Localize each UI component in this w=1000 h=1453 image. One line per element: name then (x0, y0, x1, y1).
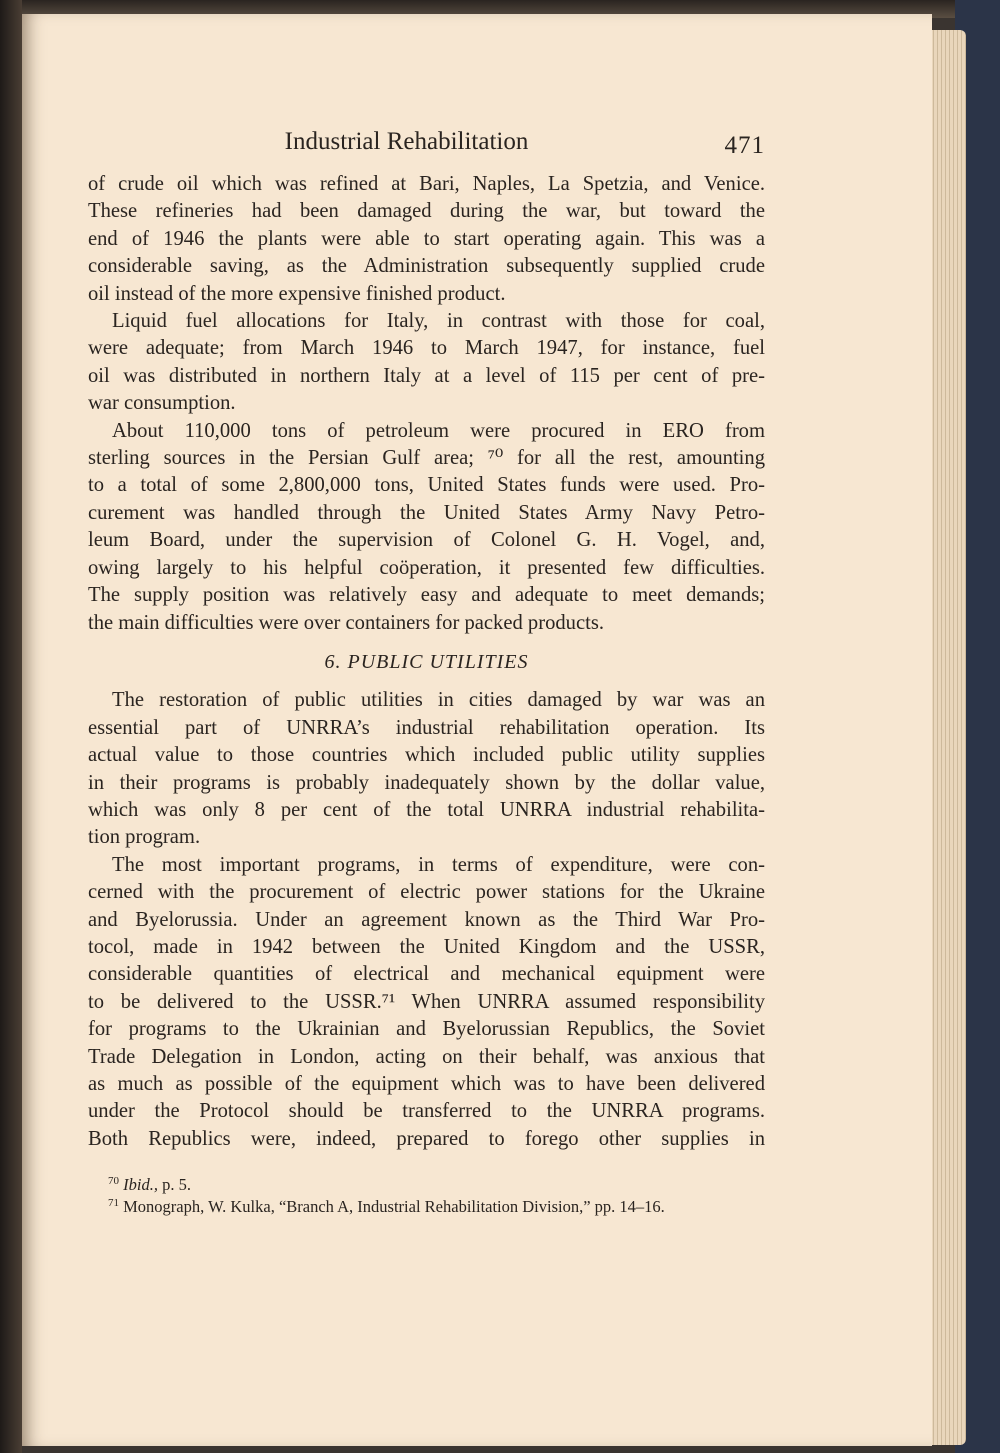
text-line: and Byelorussia. Under an agreement known as the Third War Pro- (88, 908, 765, 931)
paragraph (88, 687, 765, 851)
paragraph (88, 852, 765, 1153)
footnote (108, 1196, 788, 1218)
text-line: owing largely to his helpful coöperation, it presented few difficulties. (88, 556, 765, 579)
paragraph (88, 171, 765, 308)
text-line: sterling sources in the Persian Gulf area; ⁷⁰ for all the rest, amounting (88, 447, 765, 470)
text-line: in their programs is probably inadequately shown by the dollar value, (88, 771, 765, 794)
text-line: oil was distributed in northern Italy at a level of 115 per cent of pre- (88, 364, 765, 387)
text-line: The most important programs, in terms of expenditure, were con- (112, 853, 765, 876)
text-line: About 110,000 tons of petroleum were procured in ERO from (112, 419, 765, 442)
text-line: The supply position was relatively easy and adequate to meet demands; (88, 584, 765, 607)
text-line: for programs to the Ukrainian and Byelorussian Republics, the Soviet (88, 1018, 765, 1041)
body-text (88, 171, 765, 1153)
footnote-text: p. 5. (157, 1175, 191, 1194)
running-head (88, 128, 765, 160)
text-line: to a total of some 2,800,000 tons, United States funds were used. Pro- (88, 474, 765, 497)
paragraphs-after (88, 687, 765, 1153)
book-binding (0, 0, 22, 1453)
text-line: were adequate; from March 1946 to March 1947, for instance, fuel (88, 337, 765, 360)
footnote-text: Monograph, W. Kulka, “Branch A, Industrial Rehabilitation Division,” pp. 14–16. (119, 1197, 665, 1216)
text-line: cerned with the procurement of electric power stations for the Ukraine (88, 881, 765, 904)
footnotes (108, 1174, 788, 1218)
page-number: 471 (724, 132, 765, 159)
text-line: leum Board, under the supervision of Colonel G. H. Vogel, and, (88, 529, 765, 552)
text-line: war consumption. (88, 392, 236, 415)
text-line: Liquid fuel allocations for Italy, in contrast with those for coal, (112, 310, 765, 333)
text-line: curement was handled through the United States Army Navy Petro- (88, 501, 765, 524)
section-heading: 6. PUBLIC UTILITIES (324, 650, 529, 673)
text-line: which was only 8 per cent of the total UNRRA industrial rehabilita- (88, 798, 765, 821)
text-line: oil instead of the more expensive finished product. (88, 282, 506, 305)
footnote-italic: Ibid., (123, 1175, 158, 1194)
text-line: Both Republics were, indeed, prepared to forego other supplies in (88, 1127, 765, 1150)
text-line: considerable quantities of electrical and mechanical equipment were (88, 963, 765, 986)
paragraph (88, 418, 765, 637)
text-line: end of 1946 the plants were able to start operating again. This was a (88, 227, 765, 250)
text-line: Trade Delegation in London, acting on their behalf, was anxious that (88, 1045, 765, 1068)
text-line: as much as possible of the equipment which was to have been delivered (88, 1073, 765, 1095)
footnote-mark: 70 (108, 1175, 119, 1187)
text-line: essential part of UNRRA’s industrial rehabilitation operation. Its (88, 716, 765, 739)
text-line: considerable saving, as the Administration subsequently supplied crude (88, 255, 765, 278)
text-line: under the Protocol should be transferred to the UNRRA programs. (88, 1100, 765, 1123)
text-line: to be delivered to the USSR.⁷¹ When UNRRA assumed responsibility (88, 990, 765, 1013)
text-line: tion program. (88, 826, 201, 849)
text-line: actual value to those countries which included public utility supplies (88, 744, 765, 767)
paragraph (88, 308, 765, 418)
footnote (108, 1174, 788, 1196)
running-head-title: Industrial Rehabilitation (284, 128, 529, 155)
text-line: the main difficulties were over containers for packed products. (88, 611, 604, 634)
footnote-mark: 71 (108, 1197, 119, 1209)
paragraphs-before (88, 171, 765, 637)
text-line: tocol, made in 1942 between the United Kingdom and the USSR, (88, 935, 765, 958)
text-line: of crude oil which was refined at Bari, Naples, La Spetzia, and Venice. (88, 173, 765, 195)
text-line: These refineries had been damaged during the war, but toward the (88, 200, 765, 223)
text-line: The restoration of public utilities in cities damaged by war was an (112, 689, 765, 712)
